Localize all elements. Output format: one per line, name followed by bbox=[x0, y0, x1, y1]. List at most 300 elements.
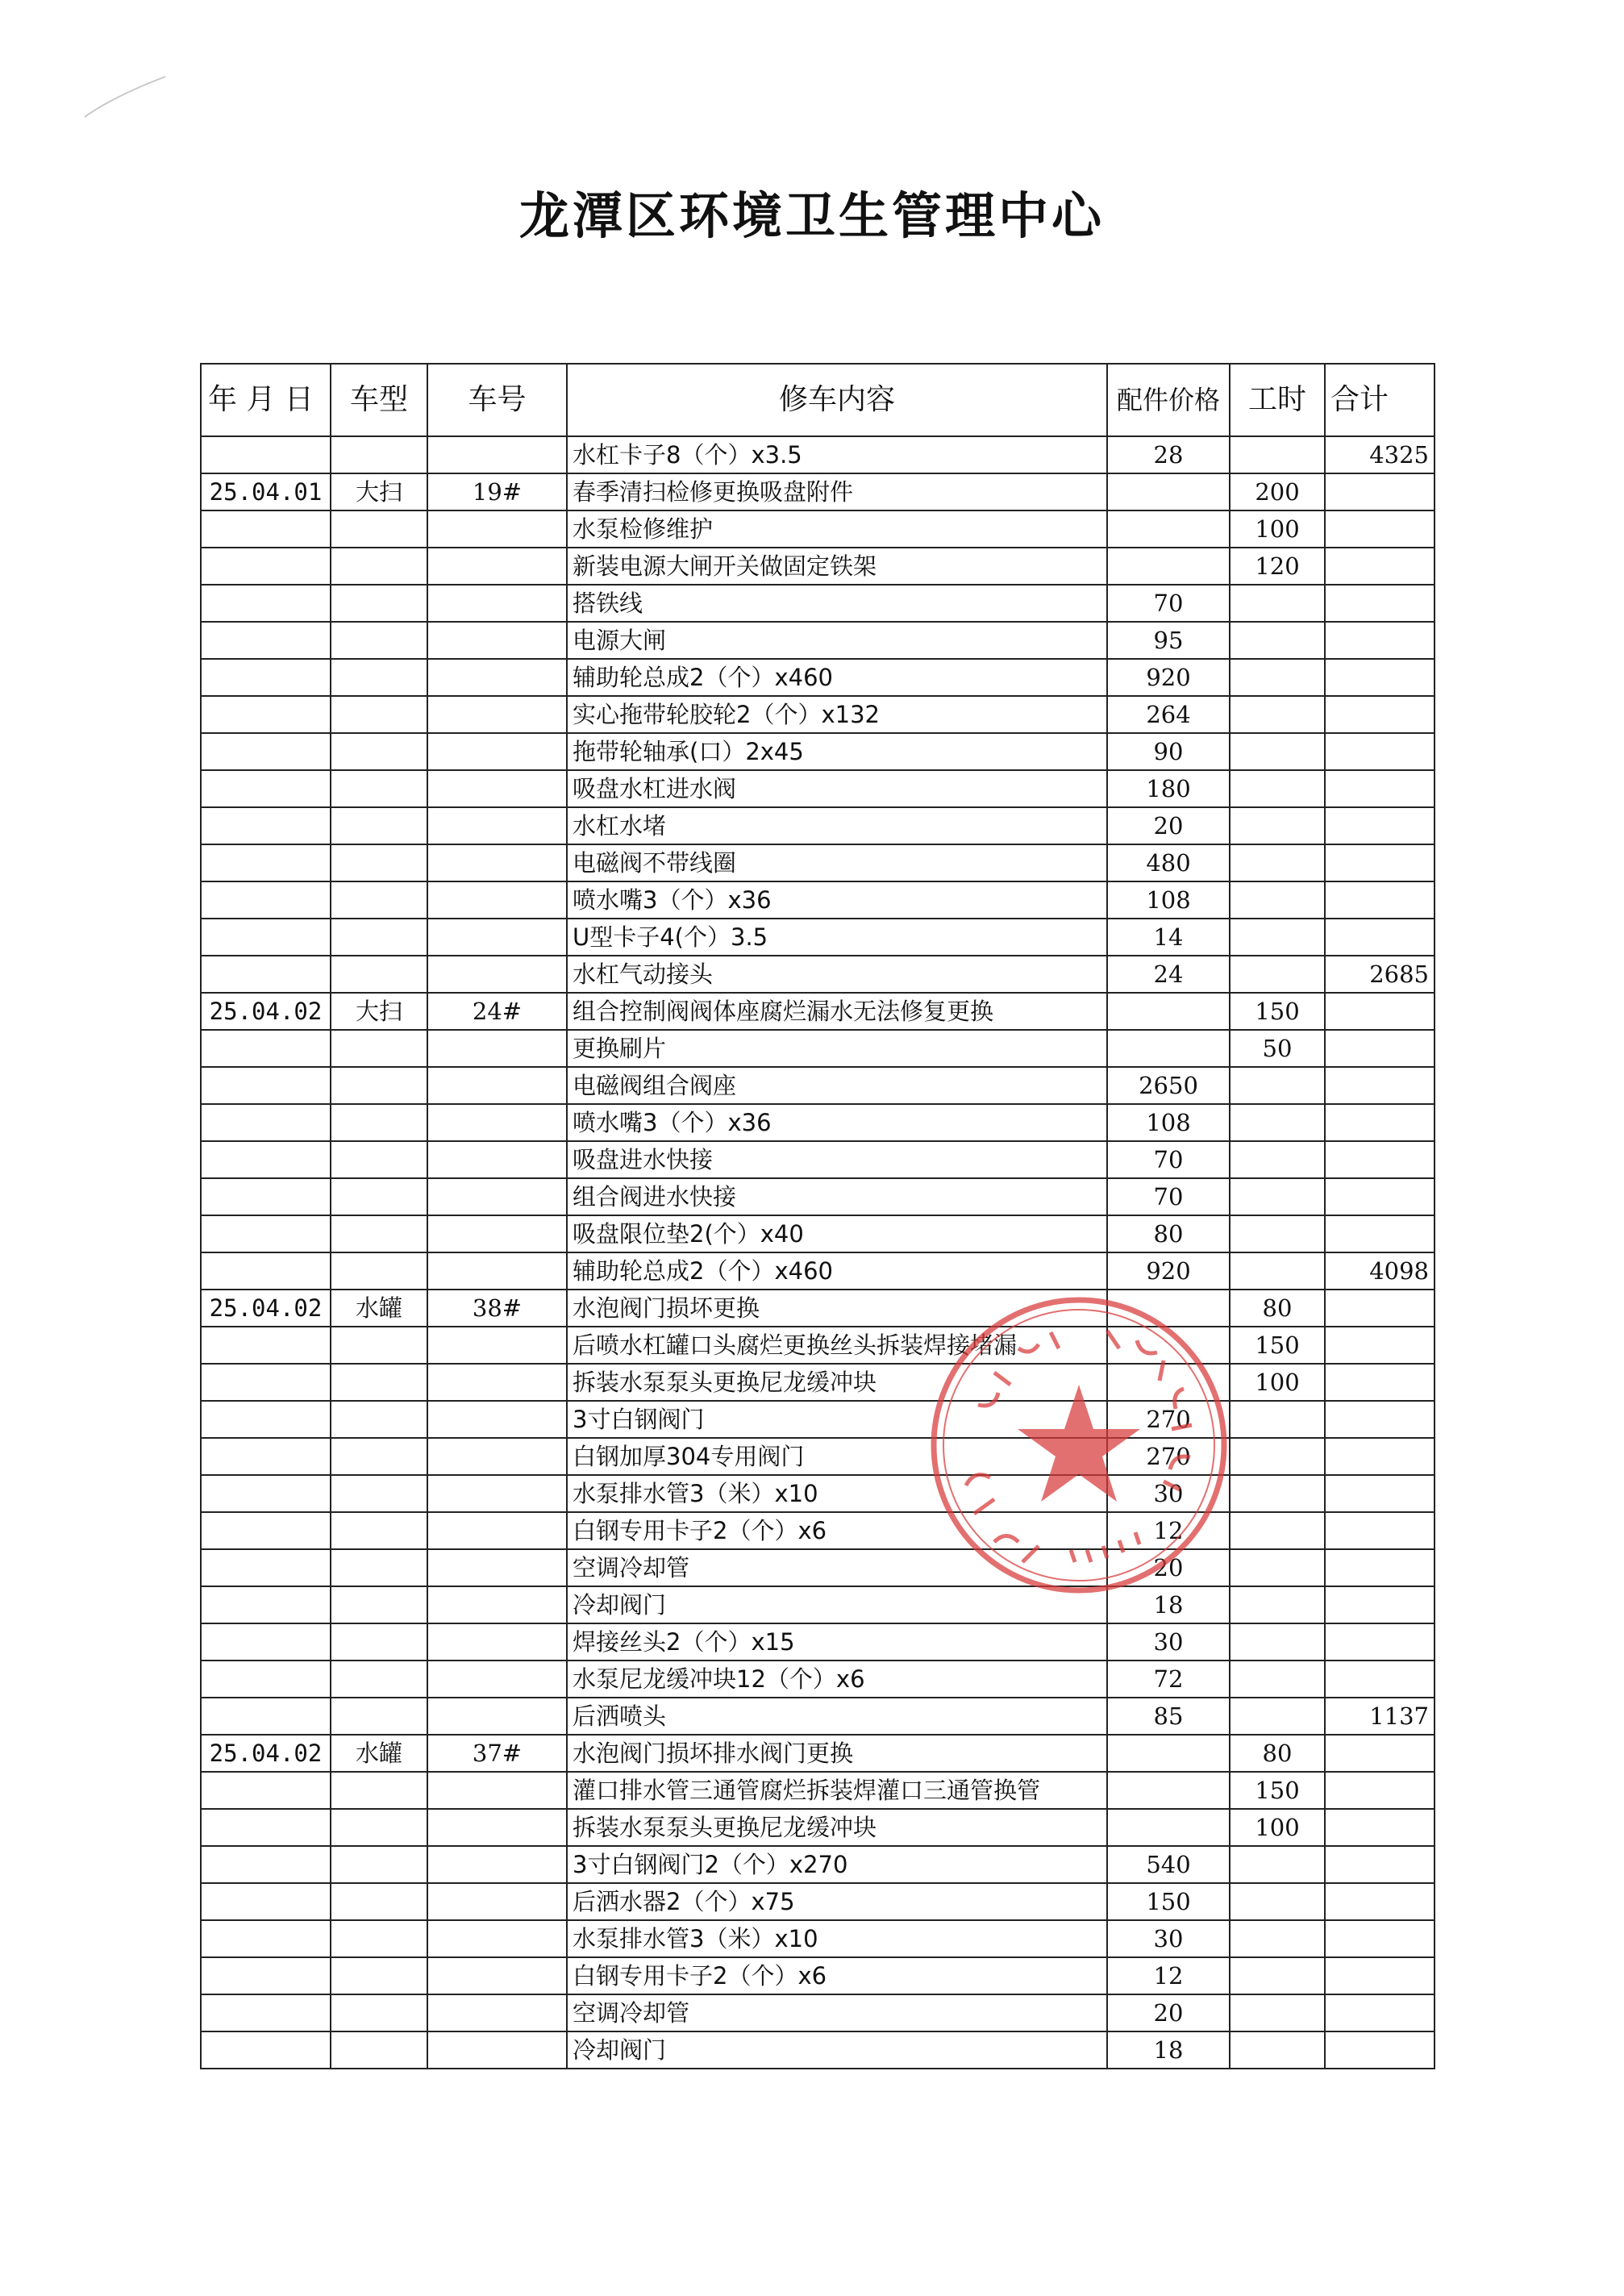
cell-repair-content: 拖带轮轴承(口）2x45 bbox=[567, 733, 1107, 770]
cell-parts-price bbox=[1107, 993, 1230, 1030]
cell-vehicle-type bbox=[331, 1623, 427, 1661]
table-row bbox=[201, 1735, 1435, 1772]
cell-labor bbox=[1230, 622, 1325, 659]
cell-labor bbox=[1230, 1475, 1325, 1512]
cell-total bbox=[1325, 1661, 1435, 1698]
cell-date: 25.04.02 bbox=[201, 993, 331, 1030]
cell-repair-content: 水泵排水管3（米）x10 bbox=[567, 1920, 1107, 1957]
cell-parts-price: 90 bbox=[1107, 733, 1230, 770]
cell-labor bbox=[1230, 2031, 1325, 2069]
cell-vehicle-type bbox=[331, 622, 427, 659]
cell-labor bbox=[1230, 1623, 1325, 1661]
cell-vehicle-no bbox=[427, 733, 567, 770]
cell-vehicle-no bbox=[427, 1141, 567, 1178]
cell-total bbox=[1325, 585, 1435, 622]
cell-date bbox=[201, 807, 331, 844]
cell-total bbox=[1325, 770, 1435, 807]
cell-vehicle-type bbox=[331, 1438, 427, 1475]
repair-log-table bbox=[200, 363, 1435, 2069]
cell-parts-price: 20 bbox=[1107, 807, 1230, 844]
table-row bbox=[201, 1178, 1435, 1215]
cell-repair-content: 新装电源大闸开关做固定铁架 bbox=[567, 548, 1107, 585]
cell-repair-content: 组合控制阀阀体座腐烂漏水无法修复更换 bbox=[567, 993, 1107, 1030]
cell-labor bbox=[1230, 844, 1325, 881]
cell-repair-content: 后喷水杠罐口头腐烂更换丝头拆装焊接堵漏 bbox=[567, 1327, 1107, 1364]
cell-repair-content: 组合阀进水快接 bbox=[567, 1178, 1107, 1215]
cell-repair-content: 电源大闸 bbox=[567, 622, 1107, 659]
table-row bbox=[201, 1586, 1435, 1623]
cell-labor bbox=[1230, 1067, 1325, 1104]
table-row bbox=[201, 1772, 1435, 1809]
table-row bbox=[201, 659, 1435, 696]
cell-parts-price bbox=[1107, 473, 1230, 510]
cell-repair-content: 春季清扫检修更换吸盘附件 bbox=[567, 473, 1107, 510]
cell-date bbox=[201, 1549, 331, 1586]
cell-date: 25.04.01 bbox=[201, 473, 331, 510]
cell-date bbox=[201, 1623, 331, 1661]
cell-total bbox=[1325, 696, 1435, 733]
cell-vehicle-type bbox=[331, 919, 427, 956]
cell-date bbox=[201, 1178, 331, 1215]
table-row bbox=[201, 1512, 1435, 1549]
cell-labor: 80 bbox=[1230, 1735, 1325, 1772]
cell-parts-price: 80 bbox=[1107, 1215, 1230, 1252]
cell-repair-content: 喷水嘴3（个）x36 bbox=[567, 881, 1107, 919]
cell-labor bbox=[1230, 881, 1325, 919]
table-row bbox=[201, 770, 1435, 807]
cell-vehicle-no bbox=[427, 1772, 567, 1809]
header-content: 修车内容 bbox=[567, 364, 1107, 436]
cell-repair-content: 搭铁线 bbox=[567, 585, 1107, 622]
cell-date bbox=[201, 956, 331, 993]
cell-labor bbox=[1230, 696, 1325, 733]
cell-labor bbox=[1230, 436, 1325, 473]
cell-parts-price bbox=[1107, 1364, 1230, 1401]
cell-total bbox=[1325, 1846, 1435, 1883]
header-parts-price: 配件价格 bbox=[1107, 364, 1230, 436]
cell-repair-content: 白钢加厚304专用阀门 bbox=[567, 1438, 1107, 1475]
cell-date bbox=[201, 1920, 331, 1957]
cell-total bbox=[1325, 1735, 1435, 1772]
table-row bbox=[201, 993, 1435, 1030]
table-row bbox=[201, 1364, 1435, 1401]
cell-vehicle-no bbox=[427, 510, 567, 548]
table-row bbox=[201, 1327, 1435, 1364]
table-body bbox=[201, 436, 1435, 2069]
cell-labor bbox=[1230, 1661, 1325, 1698]
cell-vehicle-type bbox=[331, 436, 427, 473]
cell-vehicle-type bbox=[331, 1846, 427, 1883]
cell-parts-price: 20 bbox=[1107, 1549, 1230, 1586]
cell-vehicle-no bbox=[427, 1994, 567, 2031]
cell-date bbox=[201, 548, 331, 585]
cell-repair-content: 白钢专用卡子2（个）x6 bbox=[567, 1512, 1107, 1549]
cell-vehicle-no bbox=[427, 696, 567, 733]
cell-total bbox=[1325, 1809, 1435, 1846]
cell-date bbox=[201, 733, 331, 770]
cell-vehicle-type bbox=[331, 1178, 427, 1215]
cell-vehicle-type bbox=[331, 1772, 427, 1809]
cell-vehicle-no bbox=[427, 1364, 567, 1401]
cell-labor: 150 bbox=[1230, 993, 1325, 1030]
cell-total bbox=[1325, 1401, 1435, 1438]
cell-labor: 200 bbox=[1230, 473, 1325, 510]
cell-date bbox=[201, 1327, 331, 1364]
cell-vehicle-no bbox=[427, 585, 567, 622]
table-row bbox=[201, 510, 1435, 548]
table-row bbox=[201, 844, 1435, 881]
cell-vehicle-type bbox=[331, 1327, 427, 1364]
cell-labor: 150 bbox=[1230, 1772, 1325, 1809]
cell-labor bbox=[1230, 1883, 1325, 1920]
cell-date bbox=[201, 1846, 331, 1883]
cell-repair-content: 辅助轮总成2（个）x460 bbox=[567, 1252, 1107, 1290]
cell-date bbox=[201, 1772, 331, 1809]
cell-labor bbox=[1230, 1252, 1325, 1290]
cell-vehicle-no bbox=[427, 1698, 567, 1735]
cell-vehicle-no: 19# bbox=[427, 473, 567, 510]
table-header-row bbox=[201, 364, 1435, 436]
cell-vehicle-no bbox=[427, 807, 567, 844]
cell-vehicle-no bbox=[427, 1846, 567, 1883]
header-total: 合计 bbox=[1325, 364, 1435, 436]
cell-repair-content: 更换刷片 bbox=[567, 1030, 1107, 1067]
cell-vehicle-no bbox=[427, 1438, 567, 1475]
cell-labor bbox=[1230, 807, 1325, 844]
cell-repair-content: 后洒喷头 bbox=[567, 1698, 1107, 1735]
cell-labor bbox=[1230, 1994, 1325, 2031]
cell-labor bbox=[1230, 956, 1325, 993]
cell-vehicle-no bbox=[427, 1327, 567, 1364]
table-row bbox=[201, 1957, 1435, 1994]
cell-repair-content: 电磁阀组合阀座 bbox=[567, 1067, 1107, 1104]
cell-parts-price: 2650 bbox=[1107, 1067, 1230, 1104]
cell-date bbox=[201, 844, 331, 881]
cell-date bbox=[201, 1067, 331, 1104]
cell-vehicle-type bbox=[331, 1661, 427, 1698]
cell-labor: 100 bbox=[1230, 510, 1325, 548]
cell-vehicle-type bbox=[331, 659, 427, 696]
table-row bbox=[201, 1809, 1435, 1846]
cell-date bbox=[201, 1994, 331, 2031]
table-row bbox=[201, 881, 1435, 919]
cell-vehicle-no bbox=[427, 2031, 567, 2069]
cell-vehicle-no bbox=[427, 1809, 567, 1846]
cell-date bbox=[201, 881, 331, 919]
cell-parts-price: 270 bbox=[1107, 1438, 1230, 1475]
cell-labor bbox=[1230, 1178, 1325, 1215]
cell-vehicle-type bbox=[331, 510, 427, 548]
cell-vehicle-no bbox=[427, 956, 567, 993]
cell-total bbox=[1325, 1883, 1435, 1920]
cell-parts-price: 70 bbox=[1107, 1141, 1230, 1178]
cell-vehicle-type bbox=[331, 1141, 427, 1178]
cell-labor bbox=[1230, 1698, 1325, 1735]
cell-vehicle-type bbox=[331, 844, 427, 881]
cell-vehicle-type bbox=[331, 956, 427, 993]
cell-vehicle-type bbox=[331, 1364, 427, 1401]
cell-total bbox=[1325, 844, 1435, 881]
cell-parts-price: 14 bbox=[1107, 919, 1230, 956]
cell-vehicle-no bbox=[427, 1549, 567, 1586]
table-row bbox=[201, 1067, 1435, 1104]
cell-parts-price: 480 bbox=[1107, 844, 1230, 881]
table-row bbox=[201, 696, 1435, 733]
cell-total bbox=[1325, 881, 1435, 919]
table-row bbox=[201, 1920, 1435, 1957]
cell-vehicle-type bbox=[331, 1104, 427, 1141]
cell-date bbox=[201, 1030, 331, 1067]
cell-vehicle-type bbox=[331, 1586, 427, 1623]
cell-total bbox=[1325, 1920, 1435, 1957]
cell-vehicle-no bbox=[427, 622, 567, 659]
cell-vehicle-type bbox=[331, 548, 427, 585]
cell-repair-content: 水泵检修维护 bbox=[567, 510, 1107, 548]
cell-vehicle-no bbox=[427, 1104, 567, 1141]
cell-total: 1137 bbox=[1325, 1698, 1435, 1735]
document-title: 龙潭区环境卫生管理中心 bbox=[518, 186, 1105, 245]
cell-total bbox=[1325, 919, 1435, 956]
header-vehicle-no: 车号 bbox=[427, 364, 567, 436]
cell-date bbox=[201, 696, 331, 733]
cell-labor bbox=[1230, 585, 1325, 622]
cell-vehicle-type bbox=[331, 1809, 427, 1846]
table-row bbox=[201, 1030, 1435, 1067]
cell-repair-content: 水杠卡子8（个）x3.5 bbox=[567, 436, 1107, 473]
cell-labor bbox=[1230, 1549, 1325, 1586]
table-row bbox=[201, 1475, 1435, 1512]
cell-vehicle-no bbox=[427, 1920, 567, 1957]
cell-parts-price: 920 bbox=[1107, 659, 1230, 696]
cell-parts-price: 72 bbox=[1107, 1661, 1230, 1698]
cell-repair-content: 水泡阀门损坏更换 bbox=[567, 1290, 1107, 1327]
cell-date bbox=[201, 1883, 331, 1920]
cell-parts-price: 30 bbox=[1107, 1475, 1230, 1512]
cell-date bbox=[201, 1104, 331, 1141]
cell-total bbox=[1325, 548, 1435, 585]
table-row bbox=[201, 1438, 1435, 1475]
cell-repair-content: 后洒水器2（个）x75 bbox=[567, 1883, 1107, 1920]
header-labor: 工时 bbox=[1230, 364, 1325, 436]
cell-date bbox=[201, 510, 331, 548]
cell-labor bbox=[1230, 1438, 1325, 1475]
cell-repair-content: 电磁阀不带线圈 bbox=[567, 844, 1107, 881]
cell-vehicle-type: 水罐 bbox=[331, 1735, 427, 1772]
cell-labor bbox=[1230, 1141, 1325, 1178]
cell-vehicle-no bbox=[427, 1957, 567, 1994]
cell-vehicle-no bbox=[427, 1178, 567, 1215]
cell-parts-price bbox=[1107, 1735, 1230, 1772]
cell-vehicle-type bbox=[331, 733, 427, 770]
cell-labor bbox=[1230, 1957, 1325, 1994]
cell-parts-price bbox=[1107, 1809, 1230, 1846]
cell-date bbox=[201, 1586, 331, 1623]
cell-vehicle-type bbox=[331, 881, 427, 919]
cell-total bbox=[1325, 622, 1435, 659]
table-row bbox=[201, 1883, 1435, 1920]
cell-total bbox=[1325, 473, 1435, 510]
cell-parts-price: 20 bbox=[1107, 1994, 1230, 2031]
scan-mark-decoration bbox=[81, 73, 169, 121]
cell-labor: 80 bbox=[1230, 1290, 1325, 1327]
cell-total bbox=[1325, 1215, 1435, 1252]
cell-labor: 100 bbox=[1230, 1364, 1325, 1401]
cell-total bbox=[1325, 1957, 1435, 1994]
cell-labor bbox=[1230, 733, 1325, 770]
cell-vehicle-no bbox=[427, 844, 567, 881]
cell-repair-content: 辅助轮总成2（个）x460 bbox=[567, 659, 1107, 696]
cell-parts-price: 108 bbox=[1107, 1104, 1230, 1141]
cell-vehicle-type bbox=[331, 770, 427, 807]
cell-vehicle-no bbox=[427, 1401, 567, 1438]
cell-vehicle-type: 水罐 bbox=[331, 1290, 427, 1327]
table-row bbox=[201, 1104, 1435, 1141]
cell-repair-content: 白钢专用卡子2（个）x6 bbox=[567, 1957, 1107, 1994]
cell-total bbox=[1325, 1290, 1435, 1327]
cell-parts-price bbox=[1107, 1772, 1230, 1809]
cell-vehicle-no bbox=[427, 548, 567, 585]
cell-total bbox=[1325, 1994, 1435, 2031]
cell-labor bbox=[1230, 1586, 1325, 1623]
cell-parts-price: 18 bbox=[1107, 1586, 1230, 1623]
cell-repair-content: 拆装水泵泵头更换尼龙缓冲块 bbox=[567, 1809, 1107, 1846]
table-row bbox=[201, 1215, 1435, 1252]
cell-total bbox=[1325, 1067, 1435, 1104]
cell-date bbox=[201, 1698, 331, 1735]
cell-repair-content: 水杠水堵 bbox=[567, 807, 1107, 844]
cell-repair-content: 3寸白钢阀门 bbox=[567, 1401, 1107, 1438]
cell-parts-price: 540 bbox=[1107, 1846, 1230, 1883]
cell-vehicle-no bbox=[427, 1883, 567, 1920]
cell-repair-content: 空调冷却管 bbox=[567, 1994, 1107, 2031]
cell-vehicle-type bbox=[331, 1401, 427, 1438]
cell-vehicle-no bbox=[427, 1586, 567, 1623]
cell-date bbox=[201, 1364, 331, 1401]
cell-labor: 120 bbox=[1230, 548, 1325, 585]
cell-labor: 100 bbox=[1230, 1809, 1325, 1846]
cell-parts-price: 28 bbox=[1107, 436, 1230, 473]
cell-vehicle-no bbox=[427, 881, 567, 919]
table-row bbox=[201, 622, 1435, 659]
cell-total bbox=[1325, 1104, 1435, 1141]
cell-date bbox=[201, 919, 331, 956]
cell-total: 4325 bbox=[1325, 436, 1435, 473]
table-row bbox=[201, 436, 1435, 473]
cell-labor bbox=[1230, 659, 1325, 696]
cell-vehicle-no bbox=[427, 1512, 567, 1549]
cell-repair-content: 空调冷却管 bbox=[567, 1549, 1107, 1586]
cell-repair-content: 实心拖带轮胶轮2（个）x132 bbox=[567, 696, 1107, 733]
cell-date bbox=[201, 436, 331, 473]
cell-total bbox=[1325, 1549, 1435, 1586]
cell-total bbox=[1325, 807, 1435, 844]
cell-vehicle-no bbox=[427, 1215, 567, 1252]
cell-parts-price: 70 bbox=[1107, 585, 1230, 622]
cell-labor bbox=[1230, 1401, 1325, 1438]
cell-date bbox=[201, 770, 331, 807]
cell-parts-price: 30 bbox=[1107, 1623, 1230, 1661]
cell-date bbox=[201, 659, 331, 696]
table-row bbox=[201, 1401, 1435, 1438]
cell-repair-content: 吸盘水杠进水阀 bbox=[567, 770, 1107, 807]
cell-repair-content: 吸盘进水快接 bbox=[567, 1141, 1107, 1178]
cell-repair-content: 水泵尼龙缓冲块12（个）x6 bbox=[567, 1661, 1107, 1698]
cell-labor bbox=[1230, 770, 1325, 807]
cell-repair-content: 拆装水泵泵头更换尼龙缓冲块 bbox=[567, 1364, 1107, 1401]
cell-repair-content: 冷却阀门 bbox=[567, 1586, 1107, 1623]
cell-repair-content: 3寸白钢阀门2（个）x270 bbox=[567, 1846, 1107, 1883]
cell-parts-price: 24 bbox=[1107, 956, 1230, 993]
cell-date bbox=[201, 1141, 331, 1178]
cell-date bbox=[201, 585, 331, 622]
cell-total bbox=[1325, 993, 1435, 1030]
cell-labor bbox=[1230, 1920, 1325, 1957]
cell-date bbox=[201, 1401, 331, 1438]
cell-repair-content: U型卡子4(个）3.5 bbox=[567, 919, 1107, 956]
cell-vehicle-type bbox=[331, 1994, 427, 2031]
cell-date bbox=[201, 1252, 331, 1290]
cell-total bbox=[1325, 1438, 1435, 1475]
table-row bbox=[201, 1698, 1435, 1735]
cell-vehicle-no bbox=[427, 436, 567, 473]
cell-parts-price: 108 bbox=[1107, 881, 1230, 919]
table-row bbox=[201, 585, 1435, 622]
cell-vehicle-type bbox=[331, 1698, 427, 1735]
table-row bbox=[201, 956, 1435, 993]
cell-parts-price: 12 bbox=[1107, 1957, 1230, 1994]
table-row bbox=[201, 1290, 1435, 1327]
cell-labor bbox=[1230, 1512, 1325, 1549]
cell-vehicle-no bbox=[427, 1475, 567, 1512]
cell-parts-price: 18 bbox=[1107, 2031, 1230, 2069]
cell-vehicle-type bbox=[331, 1549, 427, 1586]
cell-parts-price: 70 bbox=[1107, 1178, 1230, 1215]
cell-total: 2685 bbox=[1325, 956, 1435, 993]
cell-total bbox=[1325, 1772, 1435, 1809]
cell-date bbox=[201, 1438, 331, 1475]
cell-total bbox=[1325, 733, 1435, 770]
cell-parts-price bbox=[1107, 510, 1230, 548]
table-row bbox=[201, 1141, 1435, 1178]
table-row bbox=[201, 807, 1435, 844]
cell-date bbox=[201, 622, 331, 659]
cell-total bbox=[1325, 1586, 1435, 1623]
cell-repair-content: 水杠气动接头 bbox=[567, 956, 1107, 993]
cell-vehicle-type bbox=[331, 1067, 427, 1104]
cell-vehicle-type bbox=[331, 1475, 427, 1512]
header-vehicle-type: 车型 bbox=[331, 364, 427, 436]
cell-total bbox=[1325, 2031, 1435, 2069]
cell-vehicle-type bbox=[331, 1883, 427, 1920]
cell-vehicle-type: 大扫 bbox=[331, 473, 427, 510]
cell-parts-price: 95 bbox=[1107, 622, 1230, 659]
cell-total bbox=[1325, 1364, 1435, 1401]
cell-parts-price: 12 bbox=[1107, 1512, 1230, 1549]
cell-parts-price bbox=[1107, 1290, 1230, 1327]
cell-labor bbox=[1230, 1104, 1325, 1141]
cell-vehicle-type bbox=[331, 1920, 427, 1957]
cell-vehicle-type bbox=[331, 2031, 427, 2069]
cell-date bbox=[201, 1475, 331, 1512]
cell-vehicle-type: 大扫 bbox=[331, 993, 427, 1030]
cell-total bbox=[1325, 1327, 1435, 1364]
cell-vehicle-type bbox=[331, 1957, 427, 1994]
cell-total bbox=[1325, 1178, 1435, 1215]
table-row bbox=[201, 1846, 1435, 1883]
header-date: 年 月 日 bbox=[201, 364, 331, 436]
cell-total bbox=[1325, 1623, 1435, 1661]
table-row bbox=[201, 1994, 1435, 2031]
